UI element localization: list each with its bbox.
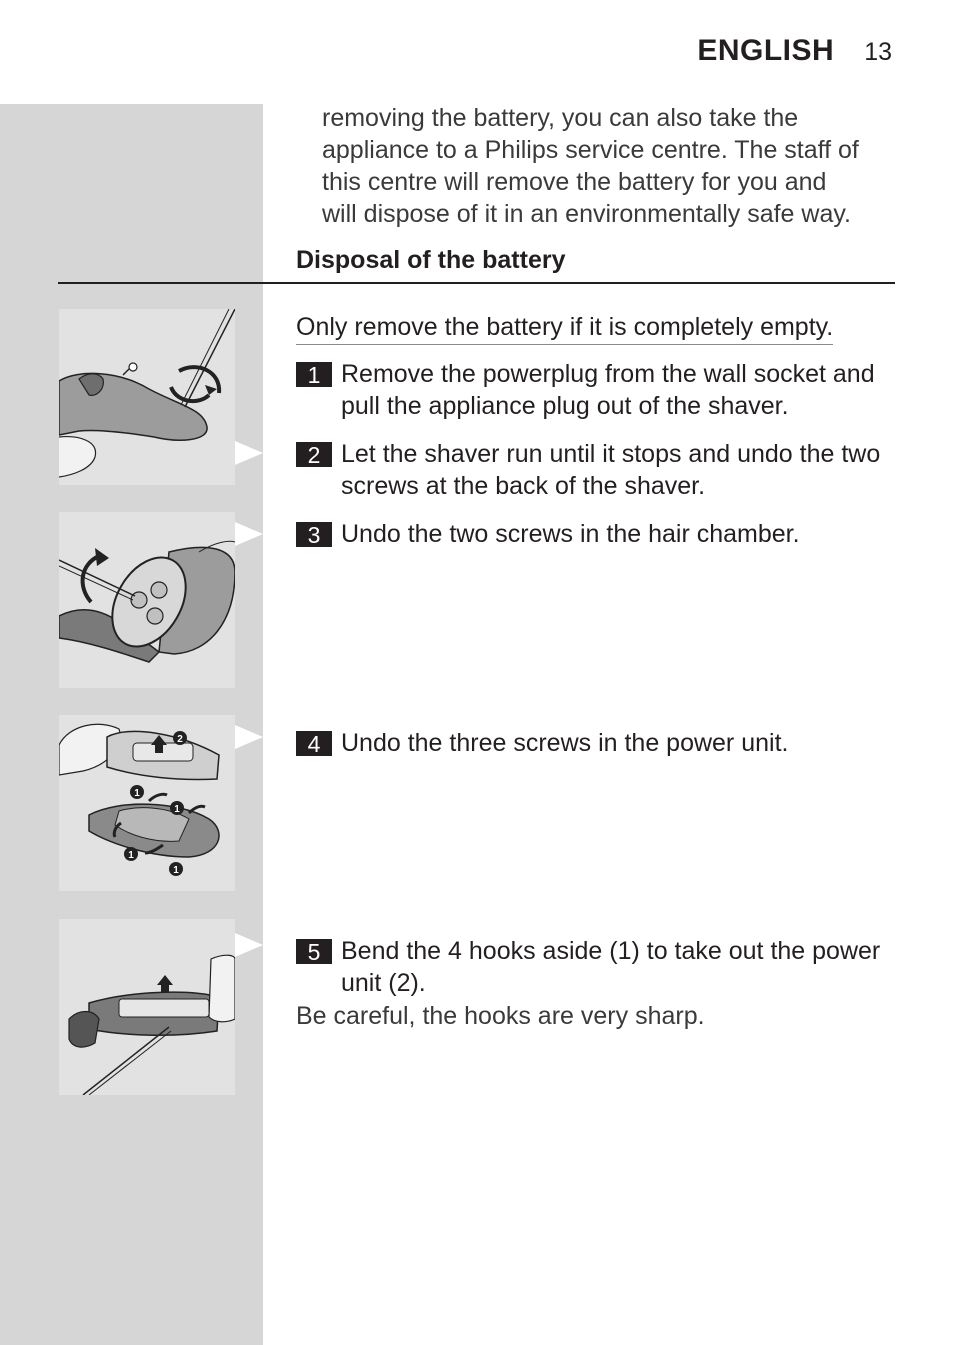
step-5 bbox=[296, 935, 886, 999]
figure-pointer bbox=[235, 725, 263, 749]
callout-1 bbox=[130, 785, 144, 799]
step-3 bbox=[296, 518, 886, 550]
caution-note: Be careful, the hooks are very sharp. bbox=[296, 1002, 705, 1030]
step-1 bbox=[296, 358, 886, 422]
page-header bbox=[697, 34, 892, 68]
paragraph-line: appliance to a Philips service centre. The staff of bbox=[322, 136, 859, 164]
figure-pointer bbox=[235, 522, 263, 546]
step-2 bbox=[296, 438, 886, 502]
callout-label: 2 bbox=[177, 734, 183, 745]
callout-label: 1 bbox=[128, 850, 134, 861]
screw-icon bbox=[123, 363, 137, 375]
rotate-arrow-icon bbox=[171, 367, 219, 401]
figure-pointer bbox=[235, 933, 263, 957]
step-text: Undo the three screws in the power unit. bbox=[341, 729, 789, 757]
rotate-arrow-icon bbox=[83, 548, 109, 602]
paragraph-line: will dispose of it in an environmentally safe way. bbox=[322, 200, 851, 228]
paragraph-line: this centre will remove the battery for you and bbox=[322, 168, 827, 196]
step-text: Remove the powerplug from the wall socket and pull the appliance plug out of the shaver. bbox=[341, 360, 875, 420]
step-number: 3 bbox=[296, 522, 332, 547]
step-number: 2 bbox=[296, 442, 332, 467]
figure-pointer bbox=[235, 441, 263, 465]
illustration-bend-hooks bbox=[59, 919, 235, 1095]
continued-paragraph bbox=[322, 102, 882, 230]
step-4 bbox=[296, 727, 886, 759]
illustration-power-unit bbox=[59, 715, 235, 891]
step-text: Let the shaver run until it stops and undo the two screws at the back of the shaver. bbox=[341, 440, 881, 500]
paragraph-line: removing the battery, you can also take the bbox=[322, 104, 799, 132]
illustration-shaver-back bbox=[59, 309, 235, 485]
illustration-hair-chamber bbox=[59, 512, 235, 688]
step-text: Bend the 4 hooks aside (1) to take out the power unit (2). bbox=[341, 937, 881, 997]
callout-1 bbox=[169, 862, 183, 876]
warning-text: Only remove the battery if it is completely empty. bbox=[296, 310, 833, 345]
callout-label: 1 bbox=[173, 865, 179, 876]
section-title: Disposal of the battery bbox=[296, 246, 566, 274]
callout-label: 1 bbox=[174, 804, 180, 815]
page-number: 13 bbox=[864, 38, 892, 66]
section-divider bbox=[58, 282, 895, 284]
callout-2 bbox=[173, 731, 187, 745]
step-text: Undo the two screws in the hair chamber. bbox=[341, 520, 800, 548]
step-number: 5 bbox=[296, 939, 332, 964]
callout-1 bbox=[124, 847, 138, 861]
callout-label: 1 bbox=[134, 788, 140, 799]
step-number: 4 bbox=[296, 731, 332, 756]
step-number: 1 bbox=[296, 362, 332, 387]
callout-1 bbox=[170, 801, 184, 815]
language-label: ENGLISH bbox=[697, 34, 835, 67]
up-arrow-icon bbox=[157, 975, 173, 993]
